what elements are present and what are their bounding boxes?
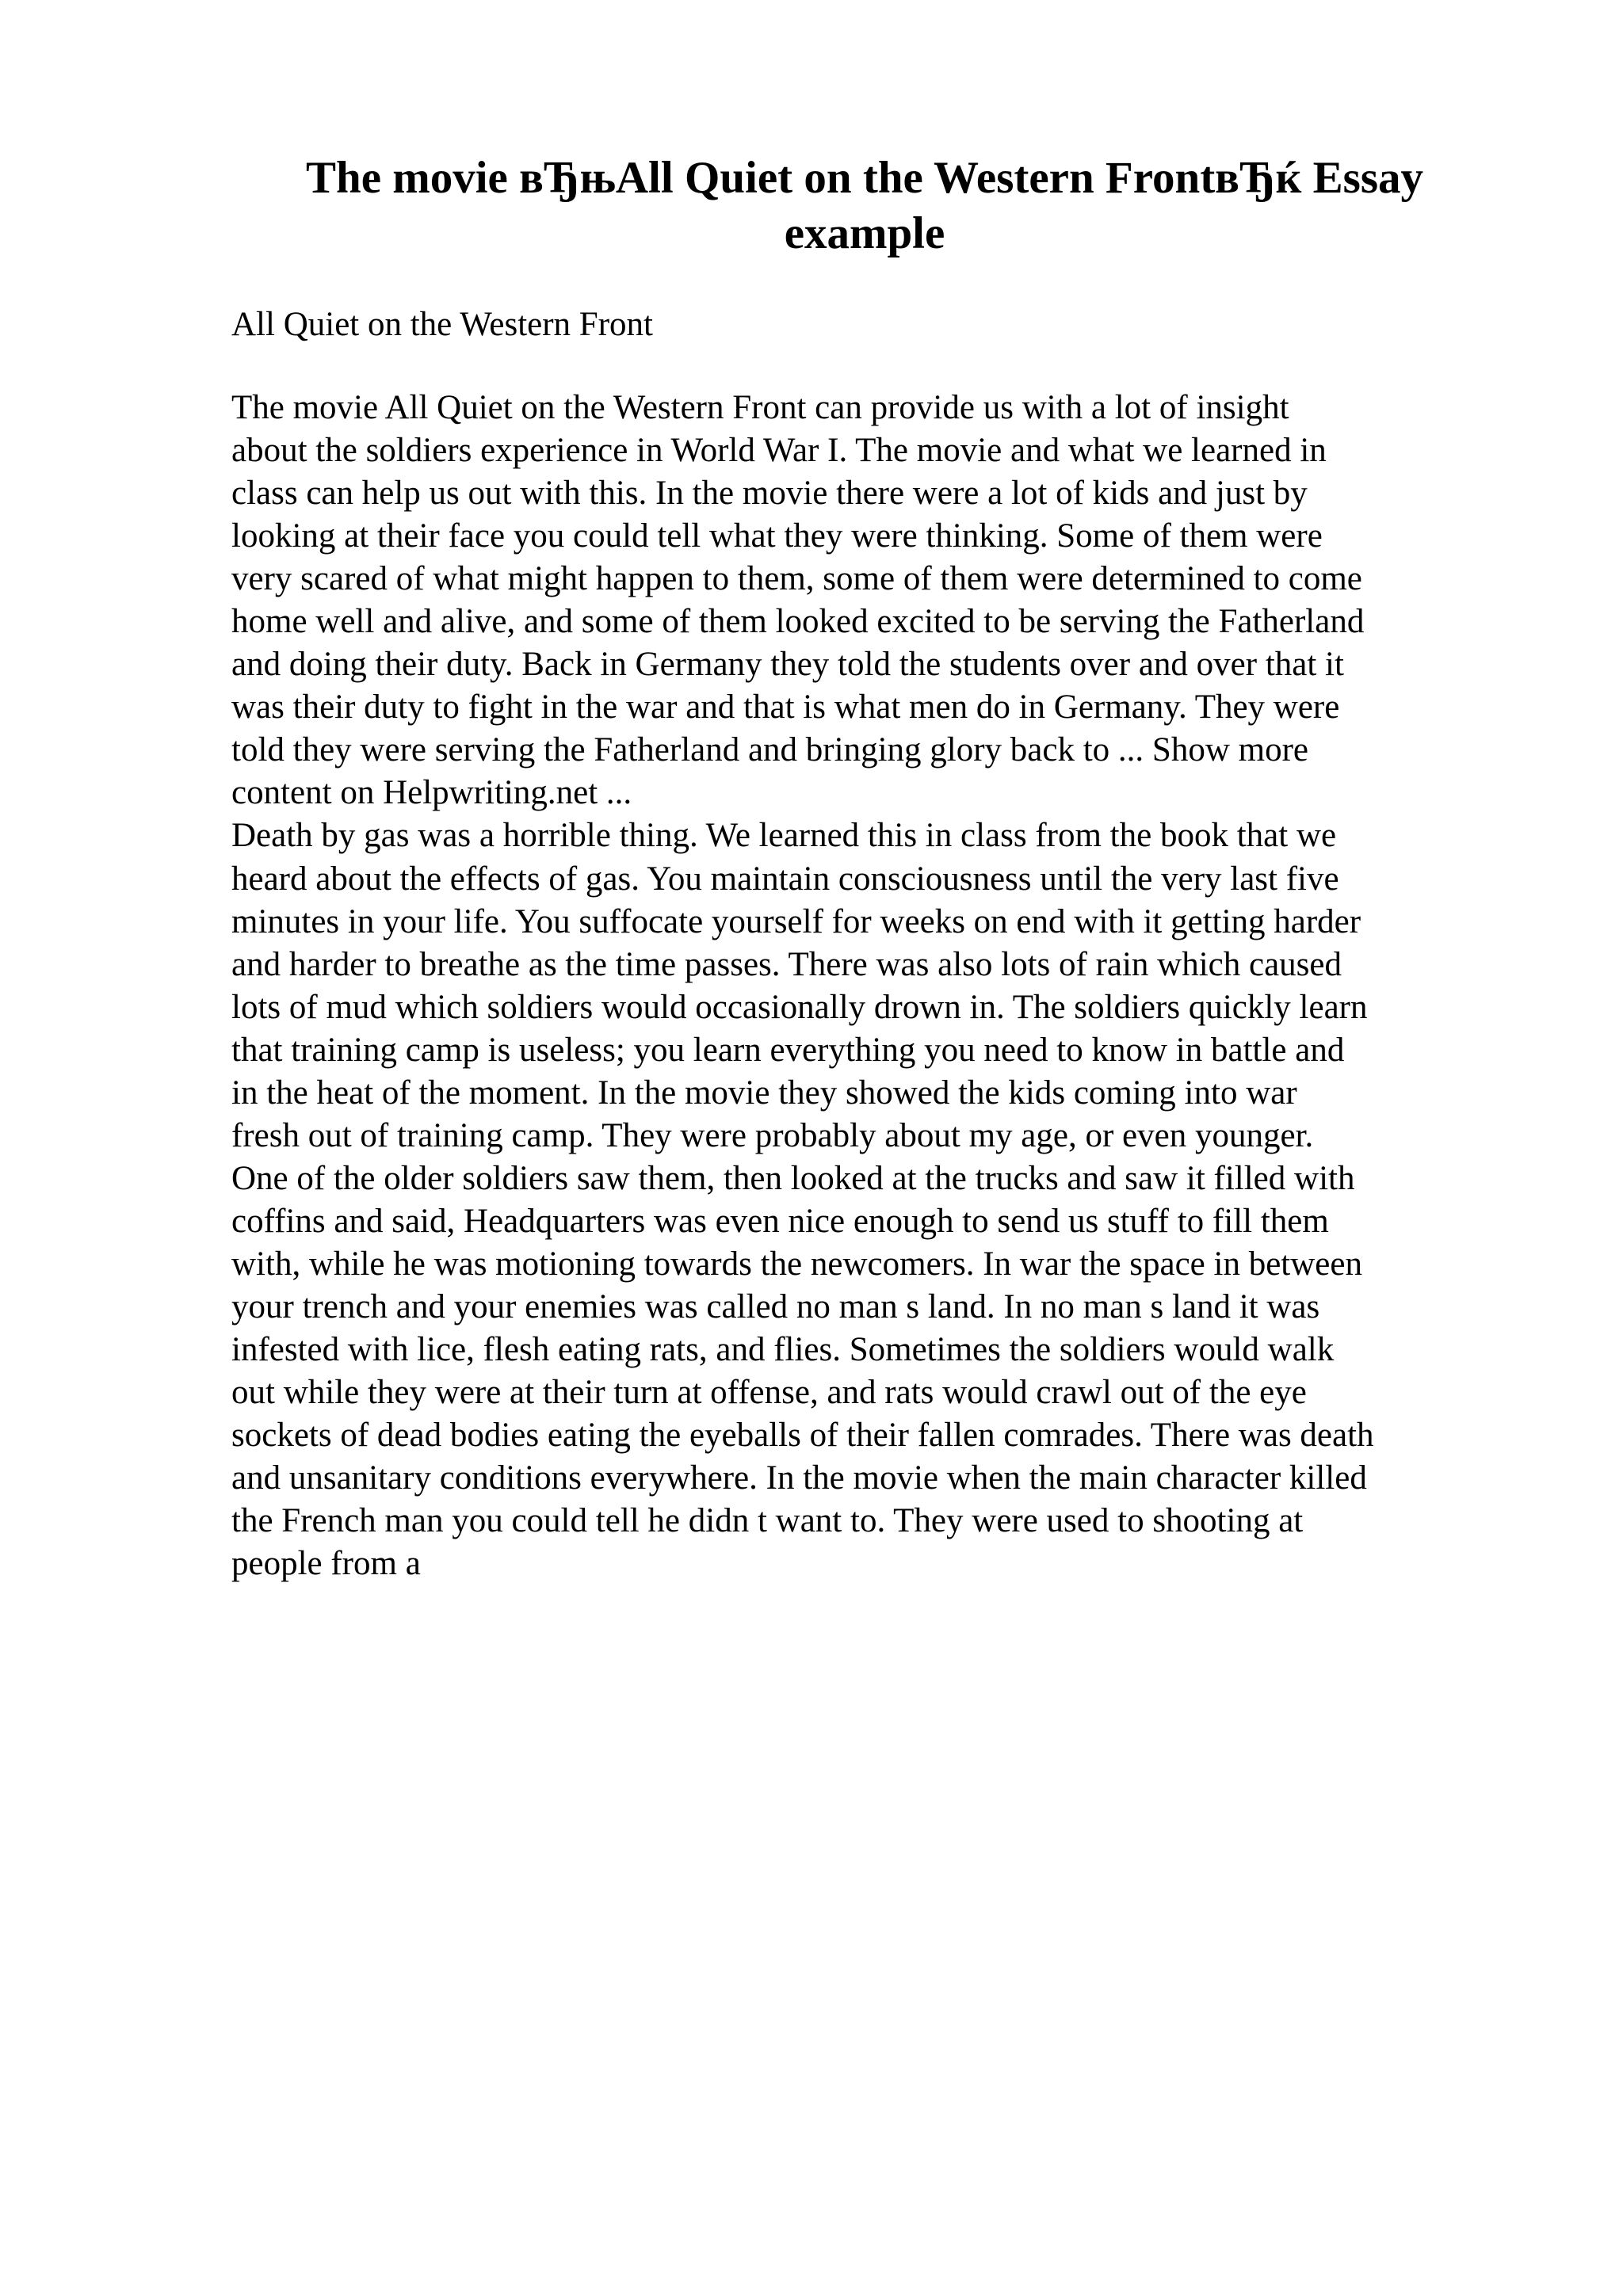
text-line: was their duty to fight in the war and that is what men do in Germany. They were bbox=[231, 688, 1340, 727]
text-line: fresh out of training camp. They were probably about my age, or even younger. bbox=[231, 1116, 1314, 1154]
text-line: lots of mud which soldiers would occasionally drown in. The soldiers quickly learn bbox=[231, 988, 1368, 1026]
text-line: content on Helpwriting.net ... bbox=[231, 774, 632, 812]
text-line: about the soldiers experience in World War I. The movie and what we learned in bbox=[231, 432, 1327, 470]
text-line: home well and alive, and some of them looked excited to be serving the Fatherland bbox=[231, 603, 1365, 641]
text-line: very scared of what might happen to them, some of them were determined to come bbox=[231, 560, 1362, 598]
text-line: One of the older soldiers saw them, then looked at the trucks and saw it filled with bbox=[231, 1159, 1355, 1197]
text-line: minutes in your life. You suffocate yourself for weeks on end with it getting harder bbox=[231, 902, 1361, 940]
text-line: Death by gas was a horrible thing. We learned this in class from the book that we bbox=[231, 817, 1337, 855]
text-line: in the heat of the moment. In the movie they showed the kids coming into war bbox=[231, 1074, 1297, 1112]
text-line: sockets of dead bodies eating the eyeballs of their fallen comrades. There was death bbox=[231, 1417, 1374, 1455]
text-line: told they were serving the Fatherland and bringing glory back to ... Show more bbox=[231, 731, 1308, 769]
text-line: that training camp is useless; you learn everything you need to know in battle and bbox=[231, 1031, 1345, 1069]
text-line: the French man you could tell he didn t want to. They were used to shooting at bbox=[231, 1502, 1304, 1540]
document-subtitle: All Quiet on the Western Front bbox=[231, 306, 653, 343]
text-line: infested with lice, flesh eating rats, and flies. Sometimes the soldiers would walk bbox=[231, 1331, 1335, 1369]
text-line: The movie All Quiet on the Western Front can provide us with a lot of insight bbox=[231, 389, 1289, 426]
text-line: coffins and said, Headquarters was even nice enough to send us stuff to fill them bbox=[231, 1202, 1329, 1240]
text-line: and harder to breathe as the time passes. There was also lots of rain which caused bbox=[231, 945, 1342, 983]
essay-body bbox=[231, 387, 1515, 1585]
document-title: The movie вЂњAll Quiet on the Western FrontвЂќ Essay example bbox=[305, 153, 1424, 258]
text-line: class can help us out with this. In the movie there were a lot of kids and just by bbox=[231, 475, 1308, 513]
text-line: and doing their duty. Back in Germany they told the students over and over that it bbox=[231, 646, 1344, 684]
text-line: your trench and your enemies was called no man s land. In no man s land it was bbox=[231, 1287, 1320, 1325]
text-line: looking at their face you could tell what they were thinking. Some of them were bbox=[231, 517, 1323, 555]
text-line: people from a bbox=[231, 1545, 421, 1583]
text-line: out while they were at their turn at offense, and rats would crawl out of the eye bbox=[231, 1374, 1307, 1412]
text-line: and unsanitary conditions everywhere. In the movie when the main character killed bbox=[231, 1459, 1367, 1497]
text-line: with, while he was motioning towards the newcomers. In war the space in between bbox=[231, 1245, 1362, 1283]
text-line: heard about the effects of gas. You maintain consciousness until the very last five bbox=[231, 860, 1339, 898]
